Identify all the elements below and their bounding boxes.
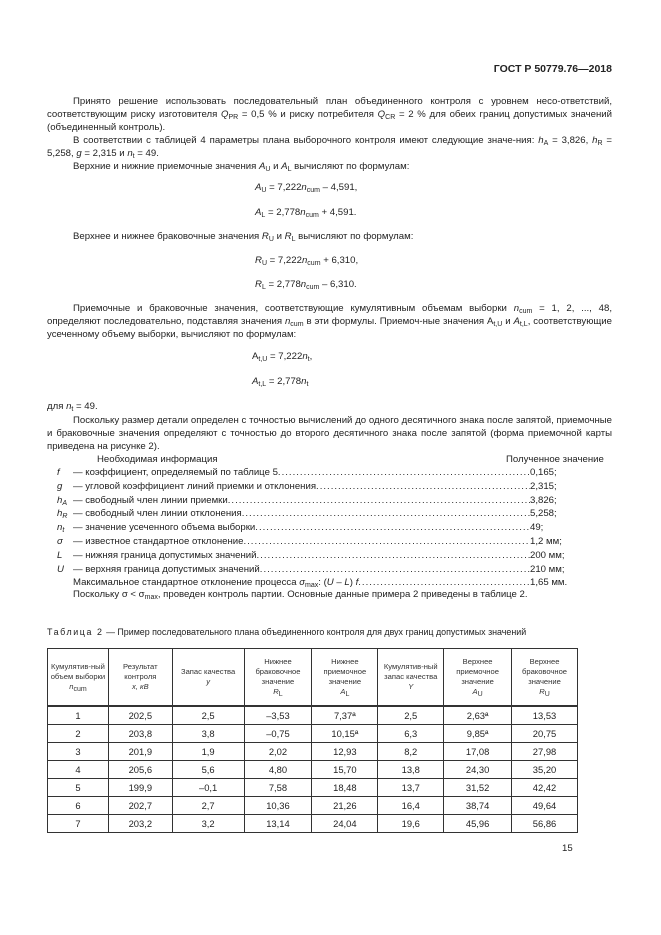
table-cell: 203,2 xyxy=(108,815,172,833)
table-cell: 42,42 xyxy=(512,779,578,797)
column-header: Нижнее браковочное значение $R_L$ xyxy=(244,649,312,707)
text-run: = 2,778 xyxy=(266,376,302,387)
math-symbol: f xyxy=(355,577,359,589)
table-row xyxy=(48,779,578,797)
text-run: = 7,222 xyxy=(266,182,302,193)
text-run: = 2,315 и xyxy=(81,148,128,160)
leader-dots xyxy=(260,563,530,576)
table-cell: 19,6 xyxy=(378,815,444,833)
column-header: Верхнее браковочное значение $R_U$ xyxy=(512,649,578,707)
math-symbol: n xyxy=(301,255,308,266)
info-head-left: Необходимая информация xyxy=(97,454,218,465)
info-description: — коэффициент, определяемый по таблице 5 xyxy=(73,467,278,478)
table-cell: 3,8 xyxy=(172,725,244,743)
table-cell: 6 xyxy=(48,797,109,815)
info-value: 200 мм; xyxy=(530,549,565,561)
column-header: Верхнее приемочное значение $A_U$ xyxy=(444,649,512,707)
math-symbol: R xyxy=(284,231,292,242)
text-run: A xyxy=(252,351,259,362)
table-cell: 15,70 xyxy=(312,761,378,779)
table-cell: 199,9 xyxy=(108,779,172,797)
info-description: — угловой коэффициент линий приемки и отклонения xyxy=(73,480,317,492)
math-symbol: h xyxy=(592,135,598,146)
info-row xyxy=(47,494,612,508)
table-cell: 35,20 xyxy=(512,761,578,779)
leader-dots xyxy=(257,549,530,562)
column-header: Кумулятив-ный объем выборки $n_{cum}$ xyxy=(48,649,109,707)
info-symbol: f xyxy=(57,467,60,478)
table-cell: 20,75 xyxy=(512,725,578,743)
text-run: ) xyxy=(349,577,356,589)
math-symbol: n xyxy=(301,376,307,387)
info-max-value: 1,65 мм. xyxy=(530,577,568,589)
table-cell: –3,53 xyxy=(244,706,312,725)
subscript: U xyxy=(261,260,267,267)
info-description: — свободный член линии приемки xyxy=(73,494,228,506)
text-run: Верхние и нижние приемочные значения xyxy=(73,161,259,172)
subscript: t xyxy=(71,406,74,413)
table-cell: 202,5 xyxy=(108,706,172,725)
column-header: Результат контроля x, кВ xyxy=(108,649,172,707)
info-description: — свободный член линии отклонения xyxy=(73,508,242,520)
text-run: вычисляют по формулам: xyxy=(291,161,410,172)
text-run: = 2 % для обеих границ допустимых значений (объединенный контроль). xyxy=(47,109,613,134)
math-symbol: R xyxy=(255,255,262,266)
text-run: – xyxy=(333,577,345,589)
table-cell: 1 xyxy=(48,706,109,725)
math-symbol: R xyxy=(255,279,262,290)
subscript: cum xyxy=(306,187,320,194)
subscript: A xyxy=(543,140,549,147)
table-cell: 21,26 xyxy=(312,797,378,815)
info-symbol: U xyxy=(57,563,64,575)
table-cell: 13,8 xyxy=(378,761,444,779)
column-header: Нижнее приемочное значение $A_L$ xyxy=(312,649,378,707)
math-symbol: n xyxy=(300,207,306,218)
math-symbol: n xyxy=(301,182,307,193)
table-cell: 2 xyxy=(48,725,109,743)
info-row xyxy=(47,507,612,521)
table-cell: 6,3 xyxy=(378,725,444,743)
subscript: cum xyxy=(290,321,304,329)
subscript: max xyxy=(305,582,319,590)
math-symbol: A xyxy=(252,376,259,387)
column-header: Кумулятив-ный запас качества Y xyxy=(378,649,444,707)
text-run: Максимальное стандартное отклонение процесса xyxy=(73,577,300,589)
column-header: Запас качества y xyxy=(172,649,244,707)
math-symbol: A xyxy=(281,161,288,172)
table-row xyxy=(48,761,578,779)
table-row xyxy=(48,797,578,815)
math-symbol: g xyxy=(76,148,82,160)
subscript: L xyxy=(261,284,266,291)
text-run: – 6,310. xyxy=(319,279,357,290)
paragraph-conclusion xyxy=(47,588,612,601)
formula-r-lower xyxy=(255,278,357,291)
math-symbol: n xyxy=(513,303,520,314)
table-caption-text: — Пример последовательного плана объединенного контроля для двух границ допустимых значений xyxy=(103,627,527,637)
text-run: Поскольку σ < σ xyxy=(73,589,145,600)
text-run: = 5,258, xyxy=(47,135,612,160)
table-cell: 3 xyxy=(48,743,109,761)
table-cell: 7,37ª xyxy=(312,706,378,725)
info-description: — нижняя граница допустимых значений xyxy=(73,549,257,561)
subscript: t,U xyxy=(258,356,268,363)
subscript: t,L xyxy=(519,321,528,329)
text-run: : ( xyxy=(318,577,327,589)
text-run: + 6,310, xyxy=(320,255,359,266)
text-run: = 49. xyxy=(134,148,159,160)
info-row xyxy=(47,563,612,577)
table-cell: 56,86 xyxy=(512,815,578,833)
subscript: CR xyxy=(385,114,396,122)
paragraph-plan-parameters xyxy=(47,134,612,160)
info-value: 210 мм; xyxy=(530,563,565,575)
math-symbol: n xyxy=(302,351,308,362)
info-symbol: $h_R$ xyxy=(57,508,68,521)
math-symbol: A xyxy=(255,182,262,193)
table-row xyxy=(48,815,578,833)
leader-dots xyxy=(255,521,530,534)
info-value: 49; xyxy=(530,522,544,534)
text-run: = 2,778 xyxy=(265,207,301,218)
info-value: 1,2 мм; xyxy=(530,535,562,547)
paragraph-cumulative xyxy=(47,302,612,342)
text-run: = 0,5 % и риску потребителя xyxy=(238,109,378,121)
table-cell: 3,2 xyxy=(172,815,244,833)
leader-dots xyxy=(243,535,530,548)
text-run: В соответствии с таблицей 4 параметры плана выборочного контроля имеют следующие значе-ния: xyxy=(73,135,539,146)
table-cell: 1,9 xyxy=(172,743,244,761)
subscript: cum xyxy=(306,284,320,291)
subscript: PR xyxy=(228,114,239,122)
leader-dots xyxy=(278,466,530,479)
text-run: = 1, 2, ..., 48, определяют последовательно, подставляя значения xyxy=(47,303,612,328)
info-row xyxy=(47,466,612,480)
math-symbol: Q xyxy=(220,109,229,121)
info-value: 5,258; xyxy=(530,508,557,520)
text-run: , проведен контроль партии. Основные данные примера 2 приведены в таблице 2. xyxy=(157,589,528,600)
table-cell: 16,4 xyxy=(378,797,444,815)
table-cell: 7,58 xyxy=(244,779,312,797)
text-run: = 3,826, xyxy=(548,135,593,146)
info-value: 3,826; xyxy=(530,494,557,506)
text-run: = 7,222 xyxy=(267,351,303,362)
info-description: — значение усеченного объема выборки xyxy=(73,522,256,534)
table-cell: 13,14 xyxy=(244,815,312,833)
text-run: для xyxy=(47,401,67,412)
info-symbol: g xyxy=(57,480,63,492)
math-symbol: n xyxy=(284,316,291,328)
text-run: = 2,778 xyxy=(265,279,301,290)
info-list xyxy=(47,453,612,590)
info-description: — известное стандартное отклонение xyxy=(73,535,244,547)
subscript: R xyxy=(597,140,603,147)
paragraph-nt xyxy=(47,400,612,413)
table-cell: 5 xyxy=(48,779,109,797)
text-run: и xyxy=(270,161,282,172)
table-cell: 5,6 xyxy=(172,761,244,779)
table-caption xyxy=(47,627,526,637)
table-cell: 2,5 xyxy=(172,706,244,725)
text-run: Приемочные и браковочные значения, соответствующие кумулятивным объемам выборки xyxy=(73,303,514,314)
table-cell: 4,80 xyxy=(244,761,312,779)
math-symbol: R xyxy=(261,231,269,242)
document-code: ГОСТ Р 50779.76—2018 xyxy=(493,63,612,75)
subscript: U xyxy=(261,187,267,194)
table-cell: 10,36 xyxy=(244,797,312,815)
text-run: , соответствующие усеченному объему выборки, вычисляют по формулам: xyxy=(47,316,612,341)
table-cell: 2,02 xyxy=(244,743,312,761)
subscript: t xyxy=(306,381,309,388)
table-cell: 49,64 xyxy=(512,797,578,815)
info-symbol: L xyxy=(57,549,63,561)
formula-r-upper xyxy=(255,254,358,267)
math-symbol: n xyxy=(127,148,133,160)
math-symbol: A xyxy=(513,316,520,328)
math-symbol: A xyxy=(259,161,266,172)
subscript: t,U xyxy=(493,321,503,329)
table-cell: 38,74 xyxy=(444,797,512,815)
math-symbol: σ xyxy=(299,577,305,589)
data-table xyxy=(47,648,578,833)
subscript: cum xyxy=(307,260,321,267)
table-cell: 18,48 xyxy=(312,779,378,797)
text-run: Поскольку размер детали определен с точностью вычислений до одного десятичного знака после запятой, приемочные и браковочные значения определяют с точностью до второго десятичного знака после запятой (форма приемочной карты приведена на рисунке 2). xyxy=(47,415,612,453)
table-row xyxy=(48,725,578,743)
table-cell: 24,30 xyxy=(444,761,512,779)
text-run: и xyxy=(502,316,514,328)
table-row xyxy=(48,743,578,761)
table-cell: 45,96 xyxy=(444,815,512,833)
table-cell: 31,52 xyxy=(444,779,512,797)
leader-dots xyxy=(316,480,530,493)
paragraph-precision xyxy=(47,414,612,454)
table-cell: 9,85ª xyxy=(444,725,512,743)
subscript: L xyxy=(287,166,292,173)
text-run: в эти формулы. Приемоч-ные значения A xyxy=(303,316,494,328)
leader-dots xyxy=(228,494,530,507)
table-cell: 13,53 xyxy=(512,706,578,725)
table-cell: 13,7 xyxy=(378,779,444,797)
subscript: t xyxy=(307,356,310,363)
table-cell: 8,2 xyxy=(378,743,444,761)
table-cell: 205,6 xyxy=(108,761,172,779)
info-symbol: σ xyxy=(57,535,63,547)
table-caption-label: Таблица 2 xyxy=(47,627,104,637)
math-symbol: U xyxy=(326,577,334,589)
leader-dots xyxy=(242,507,530,520)
text-run: и xyxy=(273,231,285,242)
info-value: 0,165; xyxy=(530,467,557,478)
formula-at-upper xyxy=(252,350,312,363)
math-symbol: A xyxy=(255,207,262,218)
subscript: L xyxy=(291,236,296,243)
math-symbol: h xyxy=(538,135,544,146)
paragraph-rejection-intro xyxy=(47,230,612,243)
subscript: cum xyxy=(519,308,533,315)
table-cell: 2,5 xyxy=(378,706,444,725)
text-run: , xyxy=(309,351,313,362)
table-cell: 4 xyxy=(48,761,109,779)
text-run: Принято решение использовать последовательный план объединенного контроля с уровнем несо-ответствий, соответствующим риску изготовителя xyxy=(47,96,612,121)
subscript: cum xyxy=(305,212,319,219)
subscript: t xyxy=(132,153,135,161)
formula-at-lower xyxy=(252,375,308,388)
table-cell: 202,7 xyxy=(108,797,172,815)
paragraph-acceptance-intro xyxy=(47,160,612,173)
info-row xyxy=(47,480,612,494)
text-run: = 7,222 xyxy=(267,255,302,266)
table-cell: –0,1 xyxy=(172,779,244,797)
table-cell: –0,75 xyxy=(244,725,312,743)
text-run: = 49. xyxy=(73,401,98,412)
math-symbol: n xyxy=(300,279,307,290)
table-row xyxy=(48,706,578,725)
text-run: вычисляют по формулам: xyxy=(295,231,414,242)
subscript: t,L xyxy=(258,381,267,388)
table-cell: 2,7 xyxy=(172,797,244,815)
table-cell: 203,8 xyxy=(108,725,172,743)
formula-a-upper xyxy=(255,181,357,194)
math-symbol: Q xyxy=(377,109,386,121)
table-cell: 201,9 xyxy=(108,743,172,761)
table-cell: 2,63ª xyxy=(444,706,512,725)
math-symbol: L xyxy=(344,577,350,589)
table-cell: 24,04 xyxy=(312,815,378,833)
text-run: Верхнее и нижнее браковочные значения xyxy=(73,231,262,242)
table-cell: 27,98 xyxy=(512,743,578,761)
subscript: U xyxy=(268,236,274,243)
info-row xyxy=(47,535,612,549)
info-head-right: Полученное значение xyxy=(506,454,604,465)
info-value: 2,315; xyxy=(530,480,557,492)
subscript: L xyxy=(261,212,266,219)
table-cell: 17,08 xyxy=(444,743,512,761)
info-description: — верхняя граница допустимых значений xyxy=(73,563,260,575)
table-cell: 10,15ª xyxy=(312,725,378,743)
subscript: max xyxy=(144,594,158,601)
math-symbol: n xyxy=(66,401,72,412)
info-row xyxy=(47,521,612,535)
text-run: – 4,591, xyxy=(320,182,358,193)
table-cell: 7 xyxy=(48,815,109,833)
table-cell: 12,93 xyxy=(312,743,378,761)
info-symbol: $n_t$ xyxy=(57,522,65,535)
paragraph-decision xyxy=(47,95,612,135)
info-row xyxy=(47,549,612,563)
info-symbol: $h_A$ xyxy=(57,494,68,507)
page-number: 15 xyxy=(562,843,573,854)
subscript: U xyxy=(265,166,271,173)
text-run: + 4,591. xyxy=(318,207,357,218)
formula-a-lower xyxy=(255,206,356,219)
